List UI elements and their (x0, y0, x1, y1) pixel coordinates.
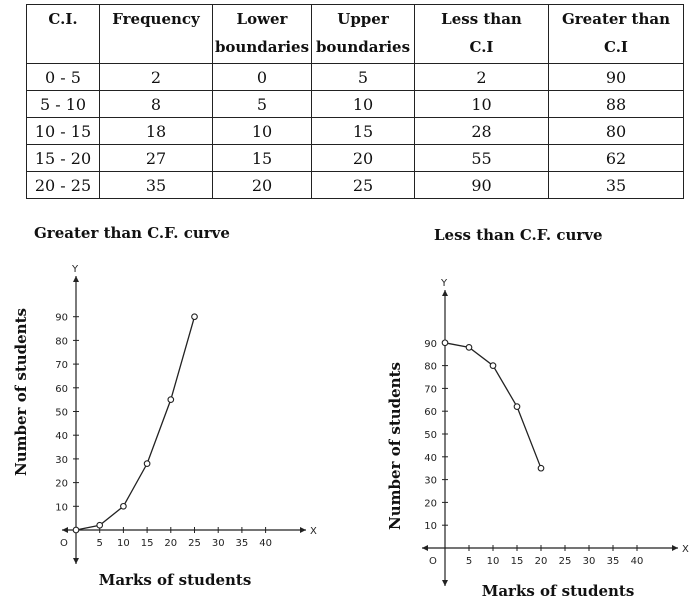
table-row (27, 91, 684, 118)
header-less-than (415, 5, 549, 64)
left-chart-x-axis-letter: X (310, 526, 317, 537)
right-chart-data-point (442, 340, 448, 346)
right-chart-y-tick-label: 50 (424, 430, 437, 441)
less-than-cf-chart (370, 280, 692, 602)
left-chart-y-tick-label: 60 (55, 383, 68, 395)
left-chart-x-arrow-left (62, 527, 68, 533)
header-line: Less than (441, 10, 522, 28)
left-chart-x-tick-label: 20 (164, 538, 178, 549)
table-cell: 10 (415, 91, 549, 118)
table-cell: 20 (312, 145, 415, 172)
left-chart-x-tick-label: 25 (188, 538, 201, 549)
table-cell: 55 (415, 145, 549, 172)
right-chart-y-tick-label: 10 (424, 521, 437, 533)
table-cell: 5 (312, 64, 415, 91)
right-chart-x-tick-label: 25 (558, 556, 572, 567)
right-chart-data-point (514, 404, 520, 410)
table-cell: 10 - 15 (27, 118, 100, 145)
header-line: Frequency (112, 10, 200, 28)
right-chart-y-arrow-down (442, 580, 448, 586)
left-chart-series-line (76, 317, 195, 530)
table-cell: 5 (213, 91, 312, 118)
left-chart-x-tick-label: 30 (211, 538, 225, 549)
table-cell: 5 - 10 (27, 91, 100, 118)
table-cell: 88 (549, 91, 684, 118)
header-lower-boundaries (213, 5, 312, 64)
left-chart-x-arrow-right (300, 527, 306, 533)
left-chart-y-arrow-up (73, 276, 79, 282)
header-line: C.I. (48, 10, 78, 28)
right-chart-x-arrow-left (422, 545, 428, 551)
right-chart-y-tick-label: 30 (424, 475, 437, 487)
header-line: boundaries (315, 38, 411, 56)
right-chart-x-tick-label: 40 (630, 556, 644, 567)
table-cell: 20 (213, 172, 312, 199)
left-chart-y-tick-label: 10 (55, 502, 68, 514)
left-chart-y-tick-label: 20 (55, 478, 68, 490)
right-chart-y-axis-title: Number of students (386, 362, 404, 530)
table-cell: 80 (549, 118, 684, 145)
table-cell: 35 (549, 172, 684, 199)
left-chart-x-axis-title: Marks of students (98, 571, 252, 589)
table-cell: 10 (213, 118, 312, 145)
table-cell: 28 (415, 118, 549, 145)
table-cell: 8 (100, 91, 213, 118)
left-chart-x-tick-label: 10 (117, 538, 130, 549)
table-cell: 15 (312, 118, 415, 145)
table-row (27, 172, 684, 199)
right-chart-x-tick-label: 5 (465, 556, 473, 567)
left-chart-y-axis-letter: Y (72, 264, 79, 275)
left-chart-y-tick-label: 40 (55, 431, 68, 443)
right-chart-x-tick-label: 35 (606, 556, 620, 567)
header-line: C.I (469, 38, 494, 56)
right-chart-origin-label: O (429, 556, 437, 567)
header-upper-boundaries (312, 5, 415, 64)
table-cell: 25 (312, 172, 415, 199)
right-chart-y-tick-label: 70 (424, 384, 437, 396)
right-chart-series-line (445, 343, 541, 468)
left-chart-y-tick-label: 50 (55, 407, 68, 419)
left-chart-data-point (73, 527, 79, 533)
right-chart-x-tick-label: 15 (510, 556, 524, 567)
table-row (27, 145, 684, 172)
left-chart-data-point (168, 397, 174, 403)
table-cell: 2 (415, 64, 549, 91)
right-chart-data-point (466, 345, 472, 351)
right-chart-y-tick-label: 60 (424, 407, 437, 419)
right-chart-y-tick-label: 40 (424, 452, 437, 464)
header-line: Lower (236, 10, 288, 28)
right-chart-y-tick-label: 90 (424, 338, 437, 350)
left-chart-y-tick-label: 30 (55, 454, 68, 466)
right-chart-x-tick-label: 10 (486, 556, 500, 567)
header-line: Greater than (561, 10, 671, 28)
table-cell: 15 (213, 145, 312, 172)
table-cell: 90 (549, 64, 684, 91)
left-chart-origin-label: O (60, 538, 68, 549)
left-chart-y-tick-label: 90 (55, 312, 68, 324)
right-chart-y-arrow-up (442, 290, 448, 296)
right-chart-data-point (538, 465, 544, 471)
right-chart-x-arrow-right (672, 545, 678, 551)
right-chart-y-tick-label: 20 (424, 498, 437, 510)
table-cell: 62 (549, 145, 684, 172)
header-frequency (100, 5, 213, 64)
left-chart-x-tick-label: 15 (140, 538, 154, 549)
header-line: Upper (337, 10, 389, 28)
right-chart-data-point (490, 363, 496, 369)
right-chart-x-tick-label: 30 (582, 556, 596, 567)
left-chart-x-tick-label: 40 (259, 538, 272, 549)
table-cell: 27 (100, 145, 213, 172)
table-cell: 10 (312, 91, 415, 118)
left-chart-x-tick-label: 35 (235, 538, 249, 549)
table-row (27, 118, 684, 145)
table-cell: 0 - 5 (27, 64, 100, 91)
header-line: boundaries (214, 38, 310, 56)
left-chart-y-axis-title: Number of students (12, 308, 30, 476)
right-chart-x-tick-label: 20 (534, 556, 548, 567)
table-header-row (27, 5, 684, 64)
greater-than-cf-chart (0, 258, 340, 598)
table-cell: 18 (100, 118, 213, 145)
header-greater-than (549, 5, 684, 64)
table-cell: 20 - 25 (27, 172, 100, 199)
left-chart-caption: Greater than C.F. curve (34, 224, 230, 242)
left-chart-x-tick-label: 5 (96, 538, 103, 549)
right-chart-y-tick-label: 80 (424, 361, 437, 373)
left-chart-data-point (121, 504, 127, 510)
left-chart-data-point (97, 522, 103, 528)
table-row (27, 64, 684, 91)
table-cell: 0 (213, 64, 312, 91)
left-chart-y-arrow-down (73, 558, 79, 564)
left-chart-data-point (192, 314, 198, 320)
right-chart-caption: Less than C.F. curve (434, 226, 603, 244)
cumulative-frequency-table (26, 4, 684, 199)
header-line: C.I (604, 38, 628, 56)
left-chart-data-point (144, 461, 150, 467)
table-cell: 15 - 20 (27, 145, 100, 172)
right-chart-y-axis-letter: Y (441, 278, 448, 289)
left-chart-y-tick-label: 70 (55, 360, 68, 372)
right-chart-x-axis-title: Marks of students (481, 582, 635, 600)
left-chart-y-tick-label: 80 (55, 336, 68, 348)
right-chart-x-axis-letter: X (682, 544, 689, 555)
table-cell: 2 (100, 64, 213, 91)
header-ci (27, 5, 100, 64)
table-cell: 35 (100, 172, 213, 199)
table-cell: 90 (415, 172, 549, 199)
